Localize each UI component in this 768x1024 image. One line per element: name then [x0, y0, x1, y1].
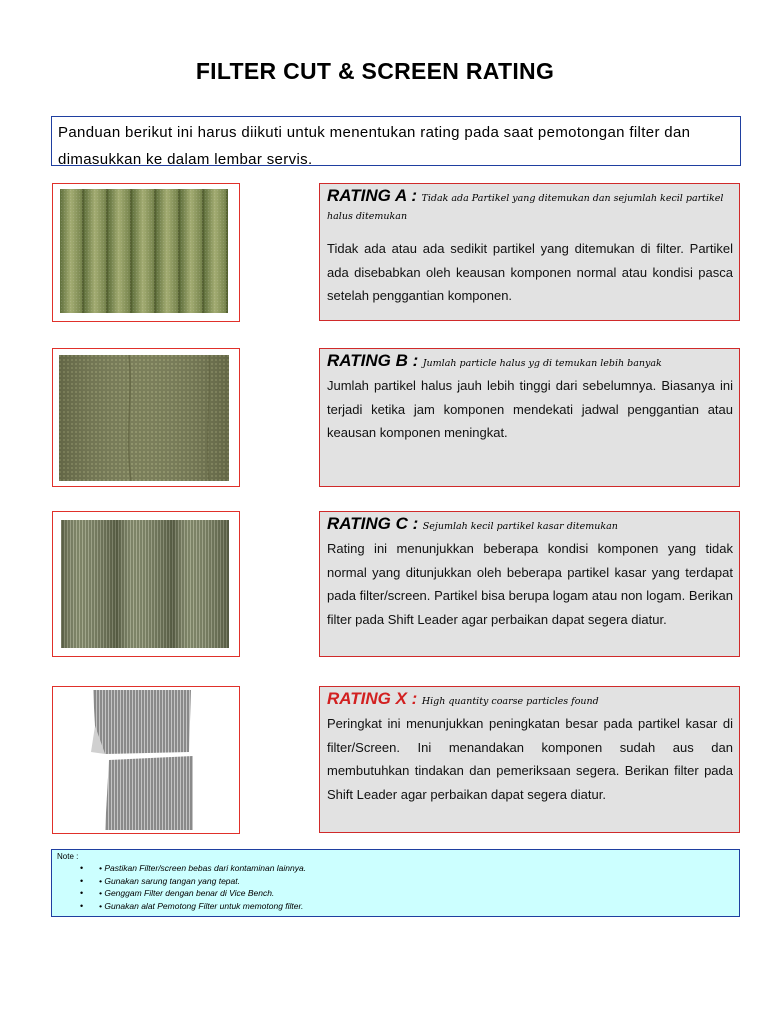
rating-x-filter-image: [52, 686, 240, 834]
rating-x-description: Peringkat ini menunjukkan peningkatan besar pada partikel kasar di filter/Screen. Ini menandakan komponen sudah aus dan membutuhkan tindakan dan pemeriksaan segera. Berikan filter pada Shift Leader agar perbaikan dapat segera diatur.: [327, 716, 733, 802]
filter-pleat-sample-b: [59, 355, 229, 481]
bullet-icon: •: [80, 900, 84, 911]
note-item: • • Genggam Filter dengan benar di Vice Bench.: [80, 888, 275, 898]
note-item: • • Pastikan Filter/screen bebas dari kontaminan lainnya.: [80, 863, 307, 873]
page-title: FILTER CUT & SCREEN RATING: [195, 58, 555, 84]
rating-c-description: Rating ini menunjukkan beberapa kondisi komponen yang tidak normal yang ditunjukkan oleh beberapa partikel kasar yang terdapat pada filter/screen. Partikel bisa berupa logam atau non logam. Berikan filter pada Shift Leader agar perbaikan dapat segera diatur.: [327, 541, 733, 627]
rating-a-description: Tidak ada atau ada sedikit partikel yang ditemukan di filter. Partikel ada disebabkan oleh keausan komponen normal atau kondisi pasca setelah penggantian komponen.: [327, 241, 733, 303]
rating-b-label: RATING B :: [327, 351, 419, 370]
rating-x-card: [319, 686, 740, 833]
note-item: • • Gunakan alat Pemotong Filter untuk memotong filter.: [80, 900, 304, 911]
rating-c-filter-image: [52, 511, 240, 657]
filter-pleat-sample-c: [61, 520, 229, 648]
filter-pleat-sample-a: [60, 189, 228, 313]
rating-b-card: [319, 348, 740, 487]
rating-a-filter-image: [52, 183, 240, 322]
rating-a-label: RATING A :: [327, 186, 418, 205]
note-box: [51, 849, 740, 917]
rating-x-subtitle: High quantity coarse particles found: [421, 696, 599, 707]
note-label: Note :: [57, 852, 79, 861]
rating-x-label: RATING X :: [327, 689, 418, 708]
rating-b-description: Jumlah partikel halus jauh lebih tinggi dari sebelumnya. Biasanya ini terjadi ketika jam komponen mendekati jadwal penggantian atau keausan komponen meningkat.: [327, 378, 733, 440]
intro-box: Panduan berikut ini harus diikuti untuk menentukan rating pada saat pemotongan filter dan dimasukkan ke dalam lembar servis.: [51, 116, 741, 166]
rating-c-label: RATING C :: [327, 514, 419, 533]
rating-c-card: [319, 511, 740, 657]
rating-b-filter-image: [52, 348, 240, 487]
rating-a-subtitle: Tidak ada Partikel yang ditemukan dan sejumlah kecil partikel halus ditemukan: [327, 193, 724, 222]
bullet-icon: •: [80, 875, 84, 886]
rating-c-subtitle: Sejumlah kecil partikel kasar ditemukan: [422, 521, 618, 532]
filter-pleat-sample-x: [81, 690, 221, 830]
bullet-icon: •: [80, 863, 84, 873]
rating-a-card: [319, 183, 740, 321]
rating-b-subtitle: Jumlah particle halus yg di temukan lebih banyak: [422, 358, 662, 369]
note-list: [57, 862, 734, 912]
bullet-icon: •: [80, 888, 84, 898]
note-item: • • Gunakan sarung tangan yang tepat.: [80, 875, 240, 886]
